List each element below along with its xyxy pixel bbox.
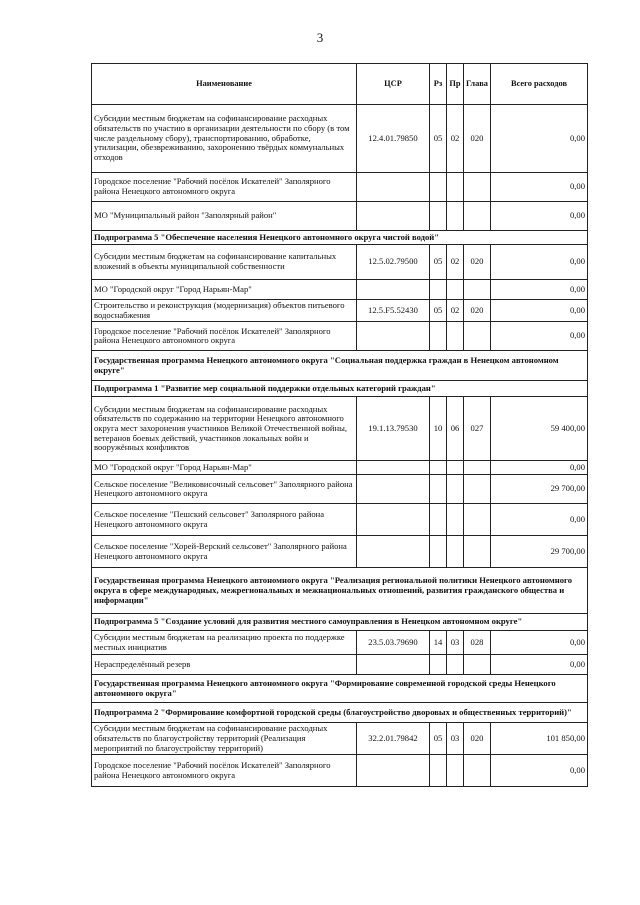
row-pr: [447, 536, 464, 568]
row-name: Субсидии местным бюджетам на софинансирование расходных обязательств по содержанию на территории Ненецкого автономного округа мест захоронения участников Великой Отечественной войны, ветеранов боевых действий, участников локальных войн и вооружённых конфликтов: [92, 397, 357, 461]
row-rz: [430, 322, 447, 351]
row-pr: [447, 504, 464, 536]
row-pr: 03: [447, 723, 464, 755]
row-csr: [357, 655, 430, 675]
row-rz: [430, 755, 447, 787]
section-title: Подпрограмма 5 "Обеспечение населения Ненецкого автономного округа чистой водой": [92, 231, 588, 245]
row-amount: 101 850,00: [491, 723, 588, 755]
row-rz: [430, 536, 447, 568]
row-pr: [447, 322, 464, 351]
table-header-row: [92, 64, 588, 105]
recipient-row: [92, 322, 588, 351]
header-glava: Глава: [464, 64, 491, 105]
row-amount: 29 700,00: [491, 475, 588, 504]
row-glava: [464, 655, 491, 675]
row-amount: 59 400,00: [491, 397, 588, 461]
row-amount: 0,00: [491, 504, 588, 536]
row-rz: [430, 280, 447, 300]
row-amount: 0,00: [491, 300, 588, 322]
row-name: Городское поселение "Рабочий посёлок Искателей" Заполярного района Ненецкого автономного округа: [92, 322, 357, 351]
row-pr: 02: [447, 300, 464, 322]
row-glava: 020: [464, 245, 491, 280]
row-name: Субсидии местным бюджетам на софинансирование капитальных вложений в объекты муниципальной собственности: [92, 245, 357, 280]
section-title: Подпрограмма 1 "Развитие мер социальной поддержки отдельных категорий граждан": [92, 381, 588, 397]
recipient-row: [92, 280, 588, 300]
row-rz: 05: [430, 245, 447, 280]
row-amount: 0,00: [491, 322, 588, 351]
section-row: [92, 614, 588, 631]
row-pr: [447, 202, 464, 231]
header-csr: ЦСР: [357, 64, 430, 105]
row-name: МО "Городской округ "Город Нарьян-Мар": [92, 461, 357, 475]
row-name: Строительство и реконструкция (модернизация) объектов питьевого водоснабжения: [92, 300, 357, 322]
row-glava: [464, 475, 491, 504]
row-csr: [357, 322, 430, 351]
row-pr: [447, 475, 464, 504]
row-rz: [430, 475, 447, 504]
recipient-row: [92, 655, 588, 675]
page-number: 3: [316, 30, 324, 45]
row-amount: 0,00: [491, 245, 588, 280]
row-rz: 05: [430, 300, 447, 322]
header-rz: Рз: [430, 64, 447, 105]
row-glava: [464, 280, 491, 300]
row-name: Городское поселение "Рабочий посёлок Искателей" Заполярного района Ненецкого автономного округа: [92, 173, 357, 202]
row-name: Нераспределённый резерв: [92, 655, 357, 675]
row-rz: 05: [430, 105, 447, 173]
row-pr: [447, 280, 464, 300]
section-row: [92, 231, 588, 245]
row-rz: [430, 173, 447, 202]
recipient-row: [92, 202, 588, 231]
recipient-row: [92, 504, 588, 536]
row-csr: [357, 173, 430, 202]
row-amount: 0,00: [491, 631, 588, 655]
table-body: [92, 105, 588, 787]
row-csr: 32.2.01.79842: [357, 723, 430, 755]
row-amount: 0,00: [491, 173, 588, 202]
row-glava: 020: [464, 723, 491, 755]
row-glava: [464, 202, 491, 231]
row-rz: [430, 655, 447, 675]
table-row: [92, 245, 588, 280]
row-name: Субсидии местным бюджетам на софинансирование расходных обязательств по благоустройству территорий (Реализация мероприятий по благоустройству территорий): [92, 723, 357, 755]
row-csr: [357, 280, 430, 300]
row-name: Сельское поселение "Хорей-Верский сельсовет" Заполярного района Ненецкого автономного округа: [92, 536, 357, 568]
row-glava: [464, 322, 491, 351]
table-row: [92, 397, 588, 461]
header-pr: Пр: [447, 64, 464, 105]
row-glava: [464, 461, 491, 475]
row-rz: [430, 461, 447, 475]
row-pr: 02: [447, 245, 464, 280]
row-pr: [447, 173, 464, 202]
row-pr: [447, 755, 464, 787]
row-name: Субсидии местным бюджетам на софинансирование расходных обязательств по участию в организации деятельности по сбору (в том числе раздельному сбору), транспортированию, обработке, утилизации, обезвреживанию, захоронению твёрдых коммунальных отходов: [92, 105, 357, 173]
row-pr: 06: [447, 397, 464, 461]
row-glava: 020: [464, 300, 491, 322]
row-glava: 028: [464, 631, 491, 655]
recipient-row: [92, 173, 588, 202]
row-amount: 0,00: [491, 461, 588, 475]
row-csr: [357, 475, 430, 504]
header-name: Наименование: [92, 64, 357, 105]
row-csr: 12.4.01.79850: [357, 105, 430, 173]
section-row: [92, 703, 588, 723]
row-amount: 0,00: [491, 202, 588, 231]
table-row: [92, 723, 588, 755]
row-glava: [464, 504, 491, 536]
section-title: Государственная программа Ненецкого автономного округа "Формирование современной городской среды Ненецкого автономного округа": [92, 675, 588, 703]
table-row: [92, 105, 588, 173]
row-glava: 020: [464, 105, 491, 173]
recipient-row: [92, 461, 588, 475]
row-name: Сельское поселение "Великовисочный сельсовет" Заполярного района Ненецкого автономного округа: [92, 475, 357, 504]
row-name: Субсидии местным бюджетам на реализацию проекта по поддержке местных инициатив: [92, 631, 357, 655]
row-rz: 14: [430, 631, 447, 655]
section-title: Подпрограмма 2 "Формирование комфортной городской среды (благоустройство дворовых и общественных территорий)": [92, 703, 588, 723]
table-row: [92, 300, 588, 322]
row-glava: 027: [464, 397, 491, 461]
row-csr: [357, 504, 430, 536]
row-csr: 19.1.13.79530: [357, 397, 430, 461]
row-name: МО "Городской округ "Город Нарьян-Мар": [92, 280, 357, 300]
section-row: [92, 381, 588, 397]
row-name: МО "Муниципальный район "Заполярный район": [92, 202, 357, 231]
row-pr: [447, 461, 464, 475]
row-glava: [464, 755, 491, 787]
row-rz: 10: [430, 397, 447, 461]
row-pr: 02: [447, 105, 464, 173]
row-name: Городское поселение "Рабочий посёлок Искателей" Заполярного района Ненецкого автономного округа: [92, 755, 357, 787]
row-amount: 0,00: [491, 755, 588, 787]
section-title: Государственная программа Ненецкого автономного округа "Реализация региональной политики Ненецкого автономного округа в сфере международных, межрегиональных и межнациональных отношений, развития гражданского общества и информации": [92, 568, 588, 614]
row-amount: 0,00: [491, 280, 588, 300]
table-row: [92, 631, 588, 655]
row-csr: 23.5.03.79690: [357, 631, 430, 655]
row-rz: 05: [430, 723, 447, 755]
header-total: Всего расходов: [491, 64, 588, 105]
recipient-row: [92, 536, 588, 568]
row-glava: [464, 173, 491, 202]
recipient-row: [92, 475, 588, 504]
row-name: Сельское поселение "Пешский сельсовет" Заполярного района Ненецкого автономного округа: [92, 504, 357, 536]
row-rz: [430, 202, 447, 231]
row-rz: [430, 504, 447, 536]
row-csr: 12.5.02.79500: [357, 245, 430, 280]
row-amount: 29 700,00: [491, 536, 588, 568]
section-row: [92, 351, 588, 381]
recipient-row: [92, 755, 588, 787]
row-glava: [464, 536, 491, 568]
row-csr: [357, 755, 430, 787]
row-amount: 0,00: [491, 655, 588, 675]
row-csr: [357, 202, 430, 231]
section-row: [92, 675, 588, 703]
row-pr: [447, 655, 464, 675]
budget-table: [91, 63, 588, 787]
section-row: [92, 568, 588, 614]
row-amount: 0,00: [491, 105, 588, 173]
section-title: Государственная программа Ненецкого автономного округа "Социальная поддержка граждан в Ненецком автономном округе": [92, 351, 588, 381]
row-csr: [357, 536, 430, 568]
row-csr: [357, 461, 430, 475]
row-pr: 03: [447, 631, 464, 655]
row-csr: 12.5.F5.52430: [357, 300, 430, 322]
section-title: Подпрограмма 5 "Создание условий для развития местного самоуправления в Ненецком автономном округе": [92, 614, 588, 631]
